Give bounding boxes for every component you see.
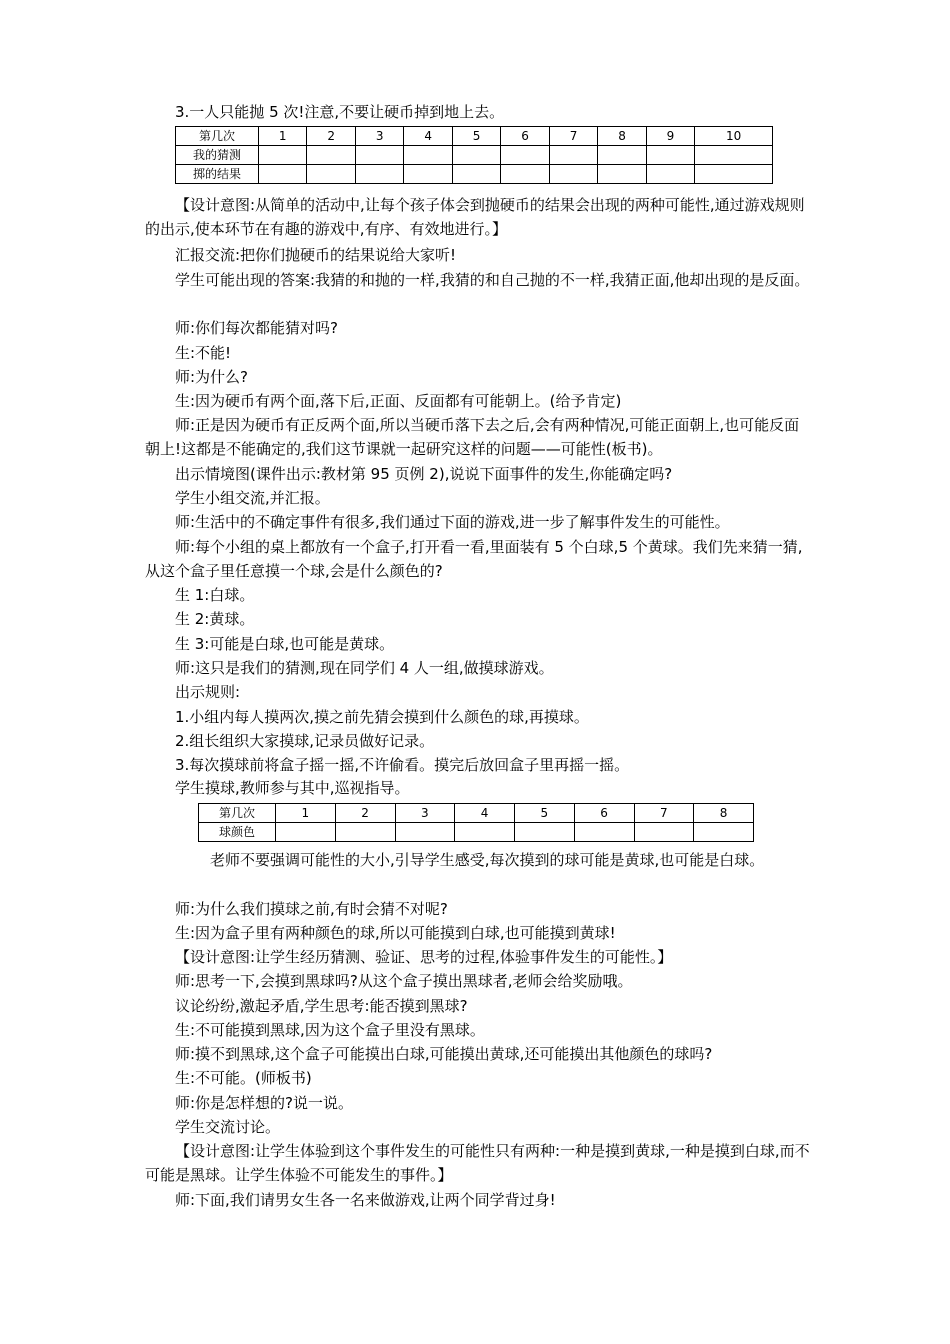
table-cell: 1 <box>276 804 336 823</box>
paragraph: 3.一人只能抛 5 次!注意,不要让硬币掉到地上去。 <box>175 103 505 121</box>
table-cell: 我的猜测 <box>176 146 259 165</box>
paragraph: 学生摸球,教师参与其中,巡视指导。 <box>175 779 410 797</box>
paragraph: 学生可能出现的答案:我猜的和抛的一样,我猜的和自己抛的不一样,我猜正面,他却出现的是反面。 <box>175 271 810 289</box>
paragraph: 学生交流讨论。 <box>175 1118 281 1136</box>
table-cell: 第几次 <box>176 127 259 146</box>
table-header-row <box>199 804 754 823</box>
paragraph: 师:每个小组的桌上都放有一个盒子,打开看一看,里面装有 5 个白球,5 个黄球。我们先来猜一猜,从这个盒子里任意摸一个球,会是什么颜色的? <box>145 538 803 580</box>
table-row <box>176 165 773 184</box>
table-cell: 5 <box>452 127 500 146</box>
table-cell: 5 <box>515 804 575 823</box>
table-cell: 6 <box>501 127 549 146</box>
table-cell: 7 <box>549 127 597 146</box>
paragraph: 3.每次摸球前将盒子摇一摇,不许偷看。摸完后放回盒子里再摇一摇。 <box>175 756 630 774</box>
paragraph: 【设计意图:让学生体验到这个事件发生的可能性只有两种:一种是摸到黄球,一种是摸到白球,而不可能是黑球。让学生体验不可能发生的事件。】 <box>145 1142 810 1184</box>
paragraph: 【设计意图:让学生经历猜测、验证、思考的过程,体验事件发生的可能性。】 <box>175 948 673 966</box>
table-cell: 7 <box>634 804 694 823</box>
paragraph: 生 2:黄球。 <box>175 610 255 628</box>
table-cell: 2 <box>307 127 355 146</box>
table-cell: 8 <box>694 804 754 823</box>
paragraph: 生:不能! <box>175 344 232 362</box>
paragraph: 出示情境图(课件出示:教材第 95 页例 2),说说下面事件的发生,你能确定吗? <box>175 465 673 483</box>
paragraph: 生 3:可能是白球,也可能是黄球。 <box>175 635 395 653</box>
table-cell: 2 <box>335 804 395 823</box>
ball-drawing-table <box>198 803 754 842</box>
paragraph: 生:不可能。(师板书) <box>175 1069 312 1087</box>
paragraph: 师:这只是我们的猜测,现在同学们 4 人一组,做摸球游戏。 <box>175 659 554 677</box>
paragraph: 生:因为硬币有两个面,落下后,正面、反面都有可能朝上。(给予肯定) <box>175 392 622 410</box>
table-cell: 掷的结果 <box>176 165 259 184</box>
paragraph: 学生小组交流,并汇报。 <box>175 489 330 507</box>
table-cell: 1 <box>259 127 307 146</box>
paragraph: 师:正是因为硬币有正反两个面,所以当硬币落下去之后,会有两种情况,可能正面朝上,也可能反面朝上!这都是不能确定的,我们这节课就一起研究这样的问题——可能性(板书)。 <box>145 416 800 458</box>
paragraph: 【设计意图:从简单的活动中,让每个孩子体会到抛硬币的结果会出现的两种可能性,通过游戏规则的出示,使本环节在有趣的游戏中,有序、有效地进行。】 <box>145 196 805 238</box>
paragraph: 师:为什么? <box>175 368 249 386</box>
table-header-row <box>176 127 773 146</box>
paragraph: 师:思考一下,会摸到黑球吗?从这个盒子摸出黑球者,老师会给奖励哦。 <box>175 972 633 990</box>
paragraph: 师:下面,我们请男女生各一名来做游戏,让两个同学背过身! <box>175 1191 556 1209</box>
table-cell: 球颜色 <box>199 823 276 842</box>
paragraph: 2.组长组织大家摸球,记录员做好记录。 <box>175 732 435 750</box>
table-cell: 3 <box>395 804 455 823</box>
paragraph: 生:不可能摸到黑球,因为这个盒子里没有黑球。 <box>175 1021 485 1039</box>
table-row <box>176 146 773 165</box>
table-cell: 9 <box>646 127 694 146</box>
paragraph: 师:为什么我们摸球之前,有时会猜不对呢? <box>175 900 448 918</box>
paragraph: 师:你们每次都能猜对吗? <box>175 319 339 337</box>
paragraph: 生:因为盒子里有两种颜色的球,所以可能摸到白球,也可能摸到黄球! <box>175 924 616 942</box>
table-cell: 4 <box>404 127 452 146</box>
paragraph: 老师不要强调可能性的大小,引导学生感受,每次摸到的球可能是黄球,也可能是白球。 <box>210 851 765 869</box>
paragraph: 出示规则: <box>175 683 241 701</box>
table-cell: 3 <box>355 127 403 146</box>
paragraph: 师:摸不到黑球,这个盒子可能摸出白球,可能摸出黄球,还可能摸出其他颜色的球吗? <box>175 1045 713 1063</box>
paragraph: 1.小组内每人摸两次,摸之前先猜会摸到什么颜色的球,再摸球。 <box>175 708 589 726</box>
table-cell: 10 <box>695 127 773 146</box>
table-row <box>199 823 754 842</box>
table-cell: 8 <box>598 127 646 146</box>
table-cell: 第几次 <box>199 804 276 823</box>
paragraph: 生 1:白球。 <box>175 586 255 604</box>
paragraph: 师:你是怎样想的?说一说。 <box>175 1094 354 1112</box>
table-cell: 6 <box>574 804 634 823</box>
paragraph: 议论纷纷,激起矛盾,学生思考:能否摸到黑球? <box>175 997 468 1015</box>
paragraph: 汇报交流:把你们抛硬币的结果说给大家听! <box>175 246 457 264</box>
table-cell: 4 <box>455 804 515 823</box>
coin-toss-table <box>175 126 773 184</box>
paragraph: 师:生活中的不确定事件有很多,我们通过下面的游戏,进一步了解事件发生的可能性。 <box>175 513 730 531</box>
